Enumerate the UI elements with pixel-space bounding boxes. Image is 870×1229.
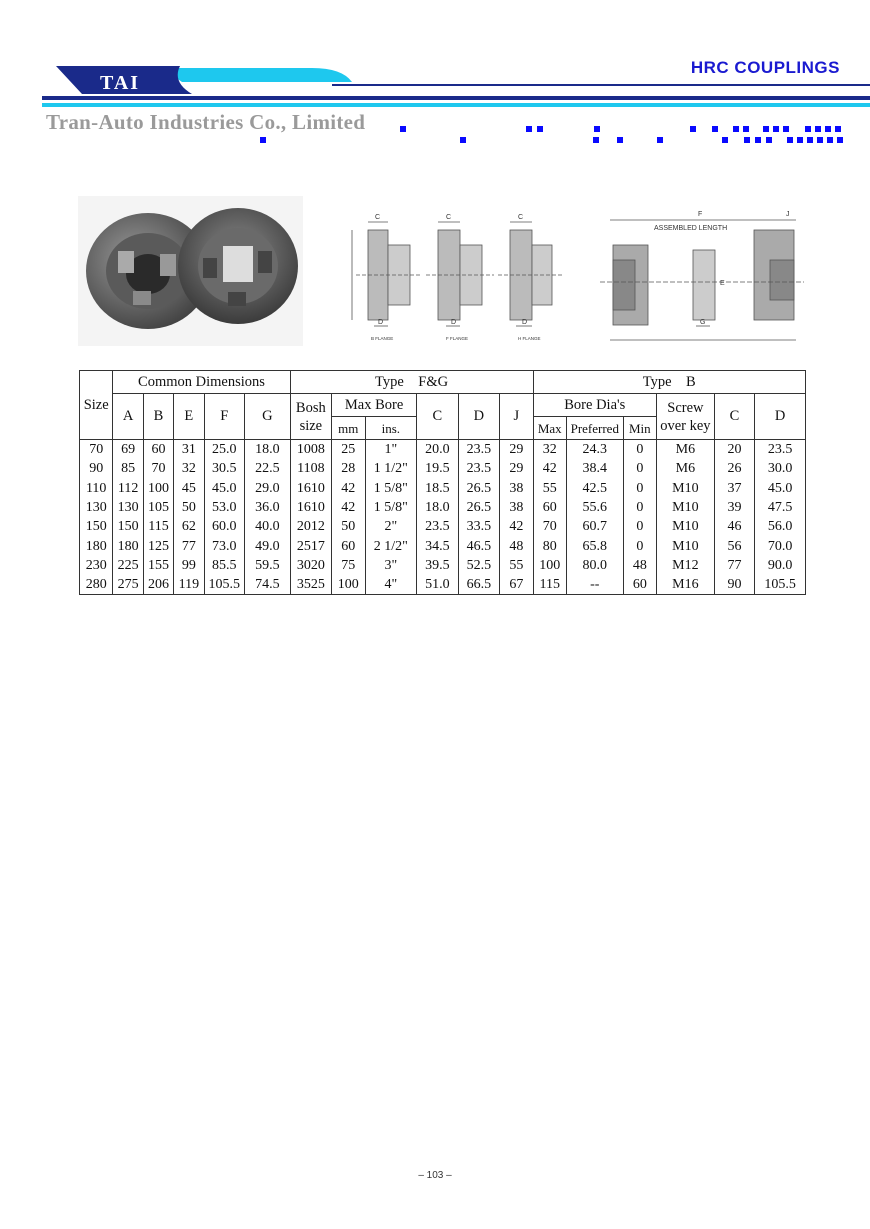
table-cell: 60 — [143, 440, 173, 460]
technical-drawing — [338, 190, 808, 350]
table-cell: 4" — [365, 575, 417, 595]
header-b: B — [143, 394, 173, 440]
table-cell: M6 — [657, 440, 715, 460]
table-cell: 29 — [500, 440, 533, 460]
dim-c-h: C — [518, 214, 524, 221]
table-cell: 60 — [623, 575, 656, 595]
table-cell: 42 — [500, 517, 533, 536]
table-cell: 23.5 — [417, 517, 459, 536]
table-cell: 1" — [365, 440, 417, 460]
logo-text: TAI — [100, 72, 141, 94]
flange-h-label: H FLANGE — [518, 336, 541, 341]
table-cell: 62 — [174, 517, 204, 536]
table-cell: 50 — [174, 498, 204, 517]
table-row — [80, 575, 806, 595]
table-cell: 48 — [500, 536, 533, 555]
dim-f: F — [698, 211, 703, 218]
table-cell: 67 — [500, 575, 533, 595]
header-c: C — [417, 394, 459, 440]
table-cell: 275 — [113, 575, 143, 595]
table-cell: 0 — [623, 440, 656, 460]
dim-c-f: C — [446, 214, 452, 221]
table-cell: 85 — [113, 459, 143, 478]
dim-d-f: D — [451, 319, 457, 326]
table-cell: M10 — [657, 498, 715, 517]
table-row — [80, 440, 806, 460]
flange-f-label: F FLANGE — [446, 336, 469, 341]
header-max: Max — [533, 417, 566, 440]
table-cell: M10 — [657, 479, 715, 498]
table-cell: 206 — [143, 575, 173, 595]
table-cell: 100 — [332, 575, 365, 595]
table-cell: 115 — [533, 575, 566, 595]
table-cell: 45.0 — [204, 479, 245, 498]
table-cell: 0 — [623, 459, 656, 478]
table-row — [80, 556, 806, 575]
table-cell: 2517 — [290, 536, 332, 555]
table-cell: 69 — [113, 440, 143, 460]
table-cell: 60.0 — [204, 517, 245, 536]
header-screw-over-key: Screw over key — [657, 394, 715, 440]
dim-j: J — [786, 211, 790, 218]
table-cell: 59.5 — [245, 556, 291, 575]
header-e: E — [174, 394, 204, 440]
table-cell: 55 — [533, 479, 566, 498]
table-cell: 0 — [623, 536, 656, 555]
page-header — [0, 0, 870, 160]
table-cell: 42 — [332, 498, 365, 517]
table-cell: 20 — [714, 440, 755, 460]
table-cell: 30.5 — [204, 459, 245, 478]
dim-c-b: C — [375, 214, 381, 221]
table-cell: 80 — [533, 536, 566, 555]
table-cell: 56.0 — [755, 517, 806, 536]
table-cell: 60 — [533, 498, 566, 517]
table-cell: 53.0 — [204, 498, 245, 517]
table-cell: 110 — [80, 479, 113, 498]
dim-g: G — [700, 319, 706, 326]
header-c-b: C — [714, 394, 755, 440]
table-cell: 46 — [714, 517, 755, 536]
table-cell: 20.0 — [417, 440, 459, 460]
table-cell: 38 — [500, 498, 533, 517]
table-cell: 119 — [174, 575, 204, 595]
table-cell: 38 — [500, 479, 533, 498]
section-title: HRC COUPLINGS — [690, 58, 840, 77]
table-cell: 45 — [174, 479, 204, 498]
table-cell: 130 — [113, 498, 143, 517]
dimensions-table — [79, 370, 806, 595]
table-cell: 31 — [174, 440, 204, 460]
table-cell: 70.0 — [755, 536, 806, 555]
table-cell: 55.6 — [566, 498, 623, 517]
table-cell: 1610 — [290, 498, 332, 517]
table-cell: M10 — [657, 536, 715, 555]
table-row — [80, 536, 806, 555]
header-max-bore: Max Bore — [332, 394, 417, 417]
table-cell: 150 — [113, 517, 143, 536]
table-cell: 65.8 — [566, 536, 623, 555]
table-cell: 80.0 — [566, 556, 623, 575]
table-cell: 2" — [365, 517, 417, 536]
table-cell: M16 — [657, 575, 715, 595]
table-cell: 74.5 — [245, 575, 291, 595]
table-cell: 18.0 — [417, 498, 459, 517]
table-cell: 230 — [80, 556, 113, 575]
table-cell: 60 — [332, 536, 365, 555]
table-cell: 23.5 — [458, 440, 500, 460]
table-cell: 34.5 — [417, 536, 459, 555]
table-cell: 42 — [332, 479, 365, 498]
table-cell: 105.5 — [755, 575, 806, 595]
table-row — [80, 498, 806, 517]
table-cell: 2012 — [290, 517, 332, 536]
flange-b-label: B FLANGE — [371, 336, 394, 341]
table-cell: 115 — [143, 517, 173, 536]
table-cell: 47.5 — [755, 498, 806, 517]
header-a: A — [113, 394, 143, 440]
table-cell: 28 — [332, 459, 365, 478]
header-j: J — [500, 394, 533, 440]
table-cell: 150 — [80, 517, 113, 536]
table-cell: 26.5 — [458, 498, 500, 517]
table-cell: 3525 — [290, 575, 332, 595]
table-cell: 48 — [623, 556, 656, 575]
table-cell: 0 — [623, 498, 656, 517]
table-cell: 26 — [714, 459, 755, 478]
table-cell: 1 1/2" — [365, 459, 417, 478]
header-min: Min — [623, 417, 656, 440]
table-cell: 180 — [80, 536, 113, 555]
table-cell: 75 — [332, 556, 365, 575]
table-cell: 29.0 — [245, 479, 291, 498]
table-cell: 40.0 — [245, 517, 291, 536]
table-cell: 0 — [623, 517, 656, 536]
table-cell: 37 — [714, 479, 755, 498]
header-size: Size — [80, 371, 113, 440]
table-row — [80, 459, 806, 478]
table-cell: 99 — [174, 556, 204, 575]
table-cell: 90 — [714, 575, 755, 595]
table-cell: 90.0 — [755, 556, 806, 575]
table-cell: M6 — [657, 459, 715, 478]
header-mm: mm — [332, 417, 365, 440]
table-body — [80, 440, 806, 595]
table-cell: 25 — [332, 440, 365, 460]
logo-banner — [42, 62, 870, 110]
table-cell: 70 — [533, 517, 566, 536]
table-cell: 0 — [623, 479, 656, 498]
table-cell: 42.5 — [566, 479, 623, 498]
table-cell: 29 — [500, 459, 533, 478]
header-d-b: D — [755, 394, 806, 440]
table-cell: 180 — [113, 536, 143, 555]
table-cell: 45.0 — [755, 479, 806, 498]
header-g: G — [245, 394, 291, 440]
table-cell: 33.5 — [458, 517, 500, 536]
table-cell: 280 — [80, 575, 113, 595]
table-cell: 24.3 — [566, 440, 623, 460]
coupling-photo — [78, 196, 303, 346]
table-cell: 42 — [533, 459, 566, 478]
dim-d-b: D — [378, 319, 384, 326]
table-cell: 19.5 — [417, 459, 459, 478]
table-cell: 100 — [143, 479, 173, 498]
table-cell: 32 — [533, 440, 566, 460]
table-cell: 49.0 — [245, 536, 291, 555]
header-f: F — [204, 394, 245, 440]
table-cell: 90 — [80, 459, 113, 478]
header-common-dimensions: Common Dimensions — [113, 371, 290, 394]
table-cell: 3020 — [290, 556, 332, 575]
header-type-b: Type B — [533, 371, 805, 394]
table-cell: 23.5 — [755, 440, 806, 460]
table-cell: 70 — [80, 440, 113, 460]
header-type-fg: Type F&G — [290, 371, 533, 394]
table-cell: 85.5 — [204, 556, 245, 575]
header-bore-dias: Bore Dia's — [533, 394, 657, 417]
table-row — [80, 517, 806, 536]
table-cell: 56 — [714, 536, 755, 555]
table-cell: 112 — [113, 479, 143, 498]
table-cell: 3" — [365, 556, 417, 575]
table-cell: 66.5 — [458, 575, 500, 595]
table-cell: 130 — [80, 498, 113, 517]
table-cell: M12 — [657, 556, 715, 575]
header-preferred: Preferred — [566, 417, 623, 440]
table-cell: 77 — [174, 536, 204, 555]
table-cell: 77 — [714, 556, 755, 575]
table-cell: 50 — [332, 517, 365, 536]
table-cell: 26.5 — [458, 479, 500, 498]
table-cell: 18.0 — [245, 440, 291, 460]
header-bosh-size: Bosh size — [290, 394, 332, 440]
table-cell: 2 1/2" — [365, 536, 417, 555]
table-cell: 105.5 — [204, 575, 245, 595]
dim-e: E — [720, 280, 725, 287]
table-cell: 38.4 — [566, 459, 623, 478]
table-cell: 1108 — [290, 459, 332, 478]
table-cell: 46.5 — [458, 536, 500, 555]
table-cell: 51.0 — [417, 575, 459, 595]
table-cell: 100 — [533, 556, 566, 575]
table-cell: 73.0 — [204, 536, 245, 555]
table-cell: 155 — [143, 556, 173, 575]
page-number: – 103 – — [418, 1170, 452, 1181]
table-cell: 36.0 — [245, 498, 291, 517]
table-cell: 1 5/8" — [365, 479, 417, 498]
table-cell: 30.0 — [755, 459, 806, 478]
table-cell: 25.0 — [204, 440, 245, 460]
table-cell: -- — [566, 575, 623, 595]
table-cell: 225 — [113, 556, 143, 575]
table-cell: 1610 — [290, 479, 332, 498]
table-cell: 32 — [174, 459, 204, 478]
header-d: D — [458, 394, 500, 440]
company-name: Tran-Auto Industries Co., Limited — [46, 110, 366, 134]
table-cell: 39.5 — [417, 556, 459, 575]
table-cell: 18.5 — [417, 479, 459, 498]
table-cell: 39 — [714, 498, 755, 517]
table-cell: 1 5/8" — [365, 498, 417, 517]
table-cell: 22.5 — [245, 459, 291, 478]
table-cell: M10 — [657, 517, 715, 536]
table-cell: 52.5 — [458, 556, 500, 575]
table-cell: 105 — [143, 498, 173, 517]
table-cell: 55 — [500, 556, 533, 575]
table-cell: 70 — [143, 459, 173, 478]
header-ins: ins. — [365, 417, 417, 440]
table-cell: 23.5 — [458, 459, 500, 478]
table-row — [80, 479, 806, 498]
dim-d-h: D — [522, 319, 528, 326]
table-cell: 1008 — [290, 440, 332, 460]
table-cell: 125 — [143, 536, 173, 555]
assembled-length-label: ASSEMBLED LENGTH — [654, 225, 728, 232]
table-cell: 60.7 — [566, 517, 623, 536]
